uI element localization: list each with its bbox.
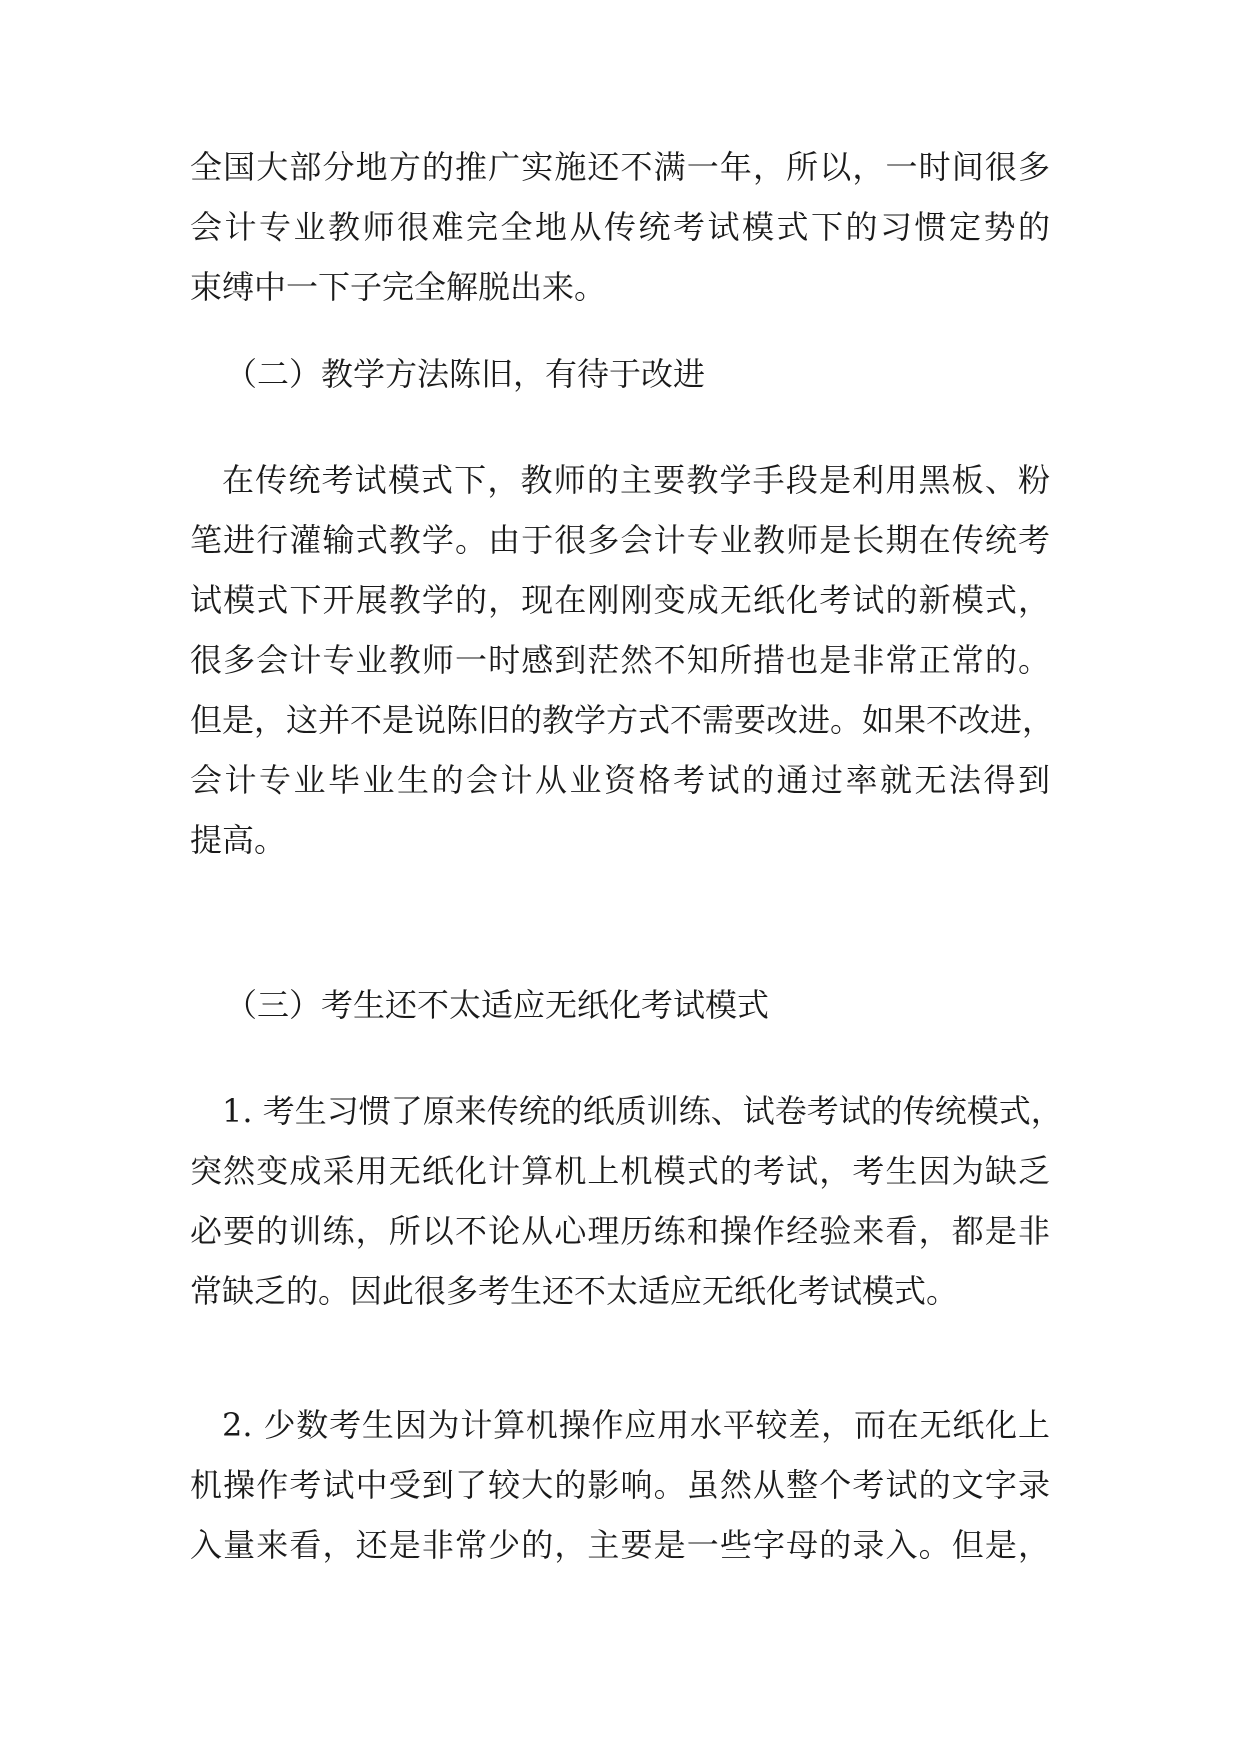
paragraph-line: 笔进行灌输式教学。由于很多会计专业教师是长期在传统考 xyxy=(190,521,1050,559)
paragraph-line: 2. 少数考生因为计算机操作应用水平较差，而在无纸化上 xyxy=(222,1406,1050,1444)
paragraph-line: 但是，这并不是说陈旧的教学方式不需要改进。如果不改进， xyxy=(190,701,1055,739)
paragraph-line: 机操作考试中受到了较大的影响。虽然从整个考试的文字录 xyxy=(190,1466,1050,1504)
paragraph-line: 很多会计专业教师一时感到茫然不知所措也是非常正常的。 xyxy=(190,641,1050,679)
paragraph-3 xyxy=(190,1081,1063,1321)
paragraph-line: 突然变成采用无纸化计算机上机模式的考试，考生因为缺乏 xyxy=(190,1152,1050,1190)
paragraph-line: 在传统考试模式下，教师的主要教学手段是利用黑板、粉 xyxy=(222,461,1050,499)
paragraph-line: 会计专业教师很难完全地从传统考试模式下的习惯定势的 xyxy=(190,208,1050,246)
paragraph-line: 1. 考生习惯了原来传统的纸质训练、试卷考试的传统模式， xyxy=(222,1092,1063,1130)
paragraph-line: 必要的训练，所以不论从心理历练和操作经验来看，都是非 xyxy=(190,1212,1050,1250)
paragraph-line: 束缚中一下子完全解脱出来。 xyxy=(190,268,607,306)
paragraph-line: 全国大部分地方的推广实施还不满一年，所以，一时间很多 xyxy=(190,148,1050,186)
section-heading-2: （二）教学方法陈旧，有待于改进 xyxy=(225,355,706,393)
paragraph-line: 试模式下开展教学的，现在刚刚变成无纸化考试的新模式， xyxy=(190,581,1050,619)
paragraph-4 xyxy=(190,1395,1050,1575)
paragraph-2 xyxy=(190,450,1055,870)
paragraph-line: 入量来看，还是非常少的，主要是一些字母的录入。但是， xyxy=(190,1526,1050,1564)
paragraph-line: 会计专业毕业生的会计从业资格考试的通过率就无法得到 xyxy=(190,761,1050,799)
paragraph-1 xyxy=(190,137,1050,317)
paragraph-line: 提高。 xyxy=(190,821,287,859)
paragraph-line: 常缺乏的。因此很多考生还不太适应无纸化考试模式。 xyxy=(190,1272,959,1310)
section-heading-3: （三）考生还不太适应无纸化考试模式 xyxy=(225,986,770,1024)
